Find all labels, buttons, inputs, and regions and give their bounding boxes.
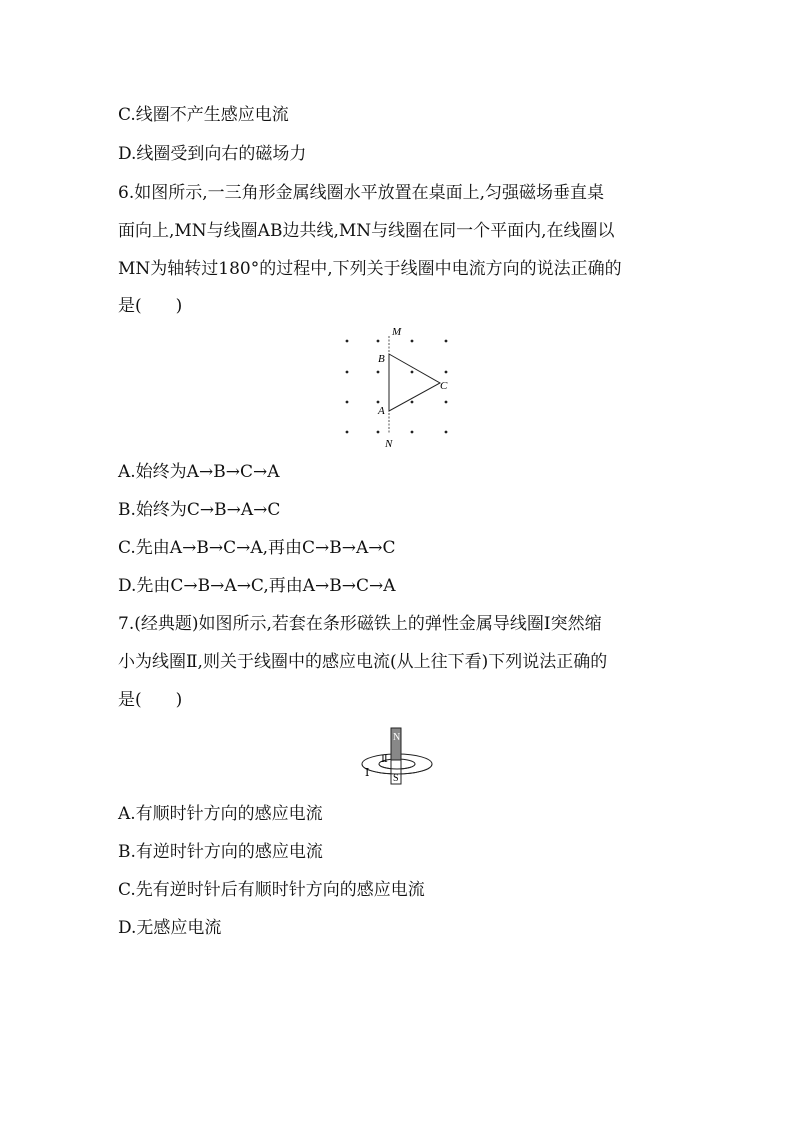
q6-stem-line-3: MN为轴转过180°的过程中,下列关于线圈中电流方向的说法正确的 [118,259,622,279]
q6-option-d: D.先由C→B→A→C,再由A→B→C→A [118,576,396,596]
q7-stem-line-2: 小为线圈Ⅱ,则关于线圈中的感应电流(从上往下看)下列说法正确的 [118,652,608,672]
label-coil-1: Ⅰ [365,767,370,779]
label-b: B [378,353,385,365]
q7-option-a: A.有顺时针方向的感应电流 [118,804,323,824]
q7-stem-line-1: 7.(经典题)如图所示,若套在条形磁铁上的弹性金属导线圈Ⅰ突然缩 [118,614,602,634]
q5-option-c: C.线圈不产生感应电流 [118,105,289,125]
q6-stem-line-4: 是( ) [118,296,183,316]
q7-option-d: D.无感应电流 [118,918,222,938]
label-coil-2: Ⅱ [381,754,388,765]
label-c: C [440,380,448,392]
q6-option-c: C.先由A→B→C→A,再由C→B→A→C [118,538,396,558]
label-south: S [393,773,399,784]
magnetic-field-dots [346,340,448,434]
q7-option-c: C.先有逆时针后有顺时针方向的感应电流 [118,880,425,900]
label-north: N [393,732,401,743]
q6-stem-line-2: 面向上,MN与线圈AB边共线,MN与线圈在同一个平面内,在线圈以 [118,221,615,241]
label-a: A [378,405,385,417]
q7-stem-line-3: 是( ) [118,690,183,710]
q6-stem-line-1: 6.如图所示,一三角形金属线圈水平放置在桌面上,匀强磁场垂直桌 [118,183,605,203]
triangle-coil [389,354,440,411]
label-m: M [392,326,402,338]
q6-option-b: B.始终为C→B→A→C [118,500,281,520]
q6-figure-magnetic-field-triangle-coil [338,322,458,452]
label-n: N [385,438,393,450]
q6-option-a: A.始终为A→B→C→A [118,462,280,482]
q7-figure-bar-magnet-coils [358,724,438,788]
q5-option-d: D.线圈受到向右的磁场力 [118,144,307,164]
q7-option-b: B.有逆时针方向的感应电流 [118,842,323,862]
